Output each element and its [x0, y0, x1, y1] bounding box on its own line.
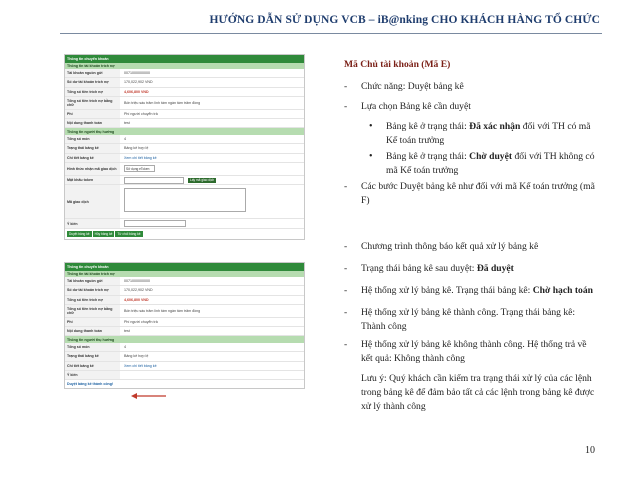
function-text: Chức năng: Duyệt bảng kê — [361, 81, 464, 92]
detail-link[interactable]: Xem chi tiết bảng kê — [124, 363, 157, 368]
row-value: Bảng kê hợp lệ — [124, 146, 149, 151]
row-value: 170,022,902 VND — [124, 288, 153, 293]
form-subsection-debit: Thông tin tài khoản trích nợ — [65, 271, 304, 278]
form-row — [65, 135, 304, 144]
row-label: Mã giao dịch — [65, 185, 120, 218]
form-subsection-debit: Thông tin tài khoản trích nợ — [65, 63, 304, 70]
row-label: Chi tiết bảng kê — [65, 362, 120, 370]
row-label: Tổng số tiền trích nợ bằng chữ — [65, 97, 120, 109]
row-label: Nội dung thanh toán — [65, 119, 120, 127]
list-item: - Hệ thống xử lý bảng kê không thành công. Hệ thống trả về kết quả: Không thành công — [344, 338, 600, 368]
form-row — [65, 296, 304, 305]
form-row — [65, 78, 304, 87]
approve-result-screenshot — [64, 262, 305, 389]
row-label: Tổng số món — [65, 135, 120, 143]
success-message: Duyệt bảng kê thành công! — [67, 382, 114, 387]
row-label: Phí — [65, 318, 120, 326]
row-value: 170,022,902 VND — [124, 80, 153, 85]
form-row — [65, 305, 304, 318]
form-row — [65, 97, 304, 110]
form-row — [65, 219, 304, 229]
form-row — [65, 163, 304, 176]
row-label: Ý kiến — [65, 219, 120, 228]
row-value: 0071000000000 — [124, 279, 150, 284]
bullet-item: • Bảng kê ở trạng thái: Đã xác nhận đối với TH có mã Kế toán trưởng — [344, 120, 600, 150]
row-label: Tổng số tiền trích nợ — [65, 88, 120, 96]
row-value: 4,606,800 VND — [124, 89, 149, 94]
row-label: Tổng số món — [65, 343, 120, 351]
row-value: Phí người chuyển trả — [124, 112, 158, 117]
note-text: Lưu ý: Quý khách cần kiểm tra trạng thái xử lý của các lệnh trong bảng kê để đảm bảo tất cả các lệnh trong bảng kê được xử lý thành công — [361, 373, 595, 412]
pointer-arrow-icon — [131, 392, 167, 400]
row-value: 0071000000000 — [124, 71, 150, 76]
form-section-title: Thông tin chuyển khoản — [65, 55, 304, 63]
row-label: Tổng số tiền trích nợ — [65, 296, 120, 304]
status-text: Trạng thái bảng kê sau duyệt: Đã duyệt — [361, 263, 514, 274]
row-value: Bốn triệu sáu trăm linh tám ngàn tám trăm đồng — [124, 308, 201, 313]
comment-input[interactable] — [124, 220, 186, 227]
result-text: Chương trình thông báo kết quả xử lý bảng kê — [361, 241, 539, 252]
note-paragraph — [344, 372, 600, 416]
bullet-item: • Bảng kê ở trạng thái: Chờ duyệt đối với TH không có mã Kế toán trưởng — [344, 150, 600, 180]
form-row — [65, 327, 304, 336]
form-subsection-beneficiary: Thông tin người thụ hưởng — [65, 336, 304, 343]
token-password-input[interactable] — [124, 177, 184, 184]
reject-button[interactable]: Từ chối bảng kê — [117, 232, 141, 237]
form-row — [65, 343, 304, 352]
form-subsection-beneficiary: Thông tin người thụ hưởng — [65, 128, 304, 135]
failure-text: Hệ thống xử lý bảng kê không thành công. Hệ thống trả về kết quả: Không thành công — [361, 339, 587, 364]
form-row — [65, 154, 304, 163]
row-value: test — [124, 329, 130, 334]
row-label: Ý kiến — [65, 371, 120, 379]
row-value — [120, 371, 304, 379]
row-value: Bảng kê hợp lệ — [124, 354, 149, 359]
row-label: Tài khoản nguồn gửi — [65, 69, 120, 77]
document-header: HƯỚNG DẪN SỬ DỤNG VCB – iB@nking CHO KHÁCH HÀNG TỔ CHỨC — [209, 14, 600, 26]
steps-text: Các bước Duyệt bảng kê như đối với mã Kế toán trưởng (mã F) — [361, 181, 595, 206]
action-buttons — [65, 229, 304, 239]
header-divider — [60, 33, 602, 34]
detail-link[interactable]: Xem chi tiết bảng kê — [124, 155, 157, 160]
row-label: Hình thức nhận mã giao dịch — [65, 163, 120, 175]
row-label: Mật khẩu token — [65, 176, 120, 184]
row-value: test — [124, 121, 130, 126]
row-label: Trạng thái bảng kê — [65, 352, 120, 360]
row-label: Chi tiết bảng kê — [65, 154, 120, 162]
section-title — [344, 58, 600, 72]
success-text: Hệ thống xử lý bảng kê thành công. Trạng thái bảng kê: Thành công — [361, 307, 576, 332]
form-row — [65, 277, 304, 286]
transaction-code-textarea[interactable] — [124, 188, 246, 212]
bullet-text: Bảng kê ở trạng thái: Chờ duyệt đối với TH không có mã Kế toán trưởng — [386, 151, 595, 176]
form-row — [65, 119, 304, 128]
cancel-button[interactable]: Hủy bảng kê — [94, 232, 113, 237]
row-value: 4 — [124, 345, 126, 350]
form-row — [65, 176, 304, 185]
form-row — [65, 88, 304, 97]
get-code-button[interactable]: Lấy mã giao dịch — [190, 178, 215, 183]
row-label: Phí — [65, 110, 120, 118]
row-label: Số dư tài khoản trích nợ — [65, 286, 120, 294]
section-title-text: Mã Chủ tài khoản (Mã E) — [344, 59, 451, 70]
approve-button[interactable]: Duyệt bảng kê — [69, 232, 90, 237]
form-row — [65, 286, 304, 295]
form-row — [65, 69, 304, 78]
row-value: 4 — [124, 137, 126, 142]
choose-text: Lựa chọn Bảng kê cần duyệt — [361, 101, 471, 112]
auth-method-select[interactable]: Sử dụng eToken — [124, 165, 155, 172]
row-label: Nội dung thanh toán — [65, 327, 120, 335]
page-number: 10 — [585, 445, 595, 456]
list-item: - Hệ thống xử lý bảng kê thành công. Trạng thái bảng kê: Thành công — [344, 306, 600, 336]
row-label: Số dư tài khoản trích nợ — [65, 78, 120, 86]
form-row — [65, 110, 304, 119]
form-row — [65, 352, 304, 361]
bullet-text: Bảng kê ở trạng thái: Đã xác nhận đối với TH có mã Kế toán trưởng — [386, 121, 591, 146]
processing-text: Hệ thống xử lý bảng kê. Trạng thái bảng kê: Chờ hạch toán — [361, 285, 593, 296]
form-row — [65, 371, 304, 380]
row-value: Bốn triệu sáu trăm linh tám ngàn tám trăm đồng — [124, 100, 201, 105]
row-label: Trạng thái bảng kê — [65, 144, 120, 152]
form-section-title: Thông tin chuyển khoản — [65, 263, 304, 271]
row-label: Tổng số tiền trích nợ bằng chữ — [65, 305, 120, 317]
form-row — [65, 318, 304, 327]
form-row — [65, 362, 304, 371]
row-value: 4,606,800 VND — [124, 297, 149, 302]
row-label: Tài khoản nguồn gửi — [65, 277, 120, 285]
approve-form-screenshot — [64, 54, 305, 240]
form-row — [65, 185, 304, 219]
form-row — [65, 144, 304, 153]
row-value: Phí người chuyển trả — [124, 320, 158, 325]
